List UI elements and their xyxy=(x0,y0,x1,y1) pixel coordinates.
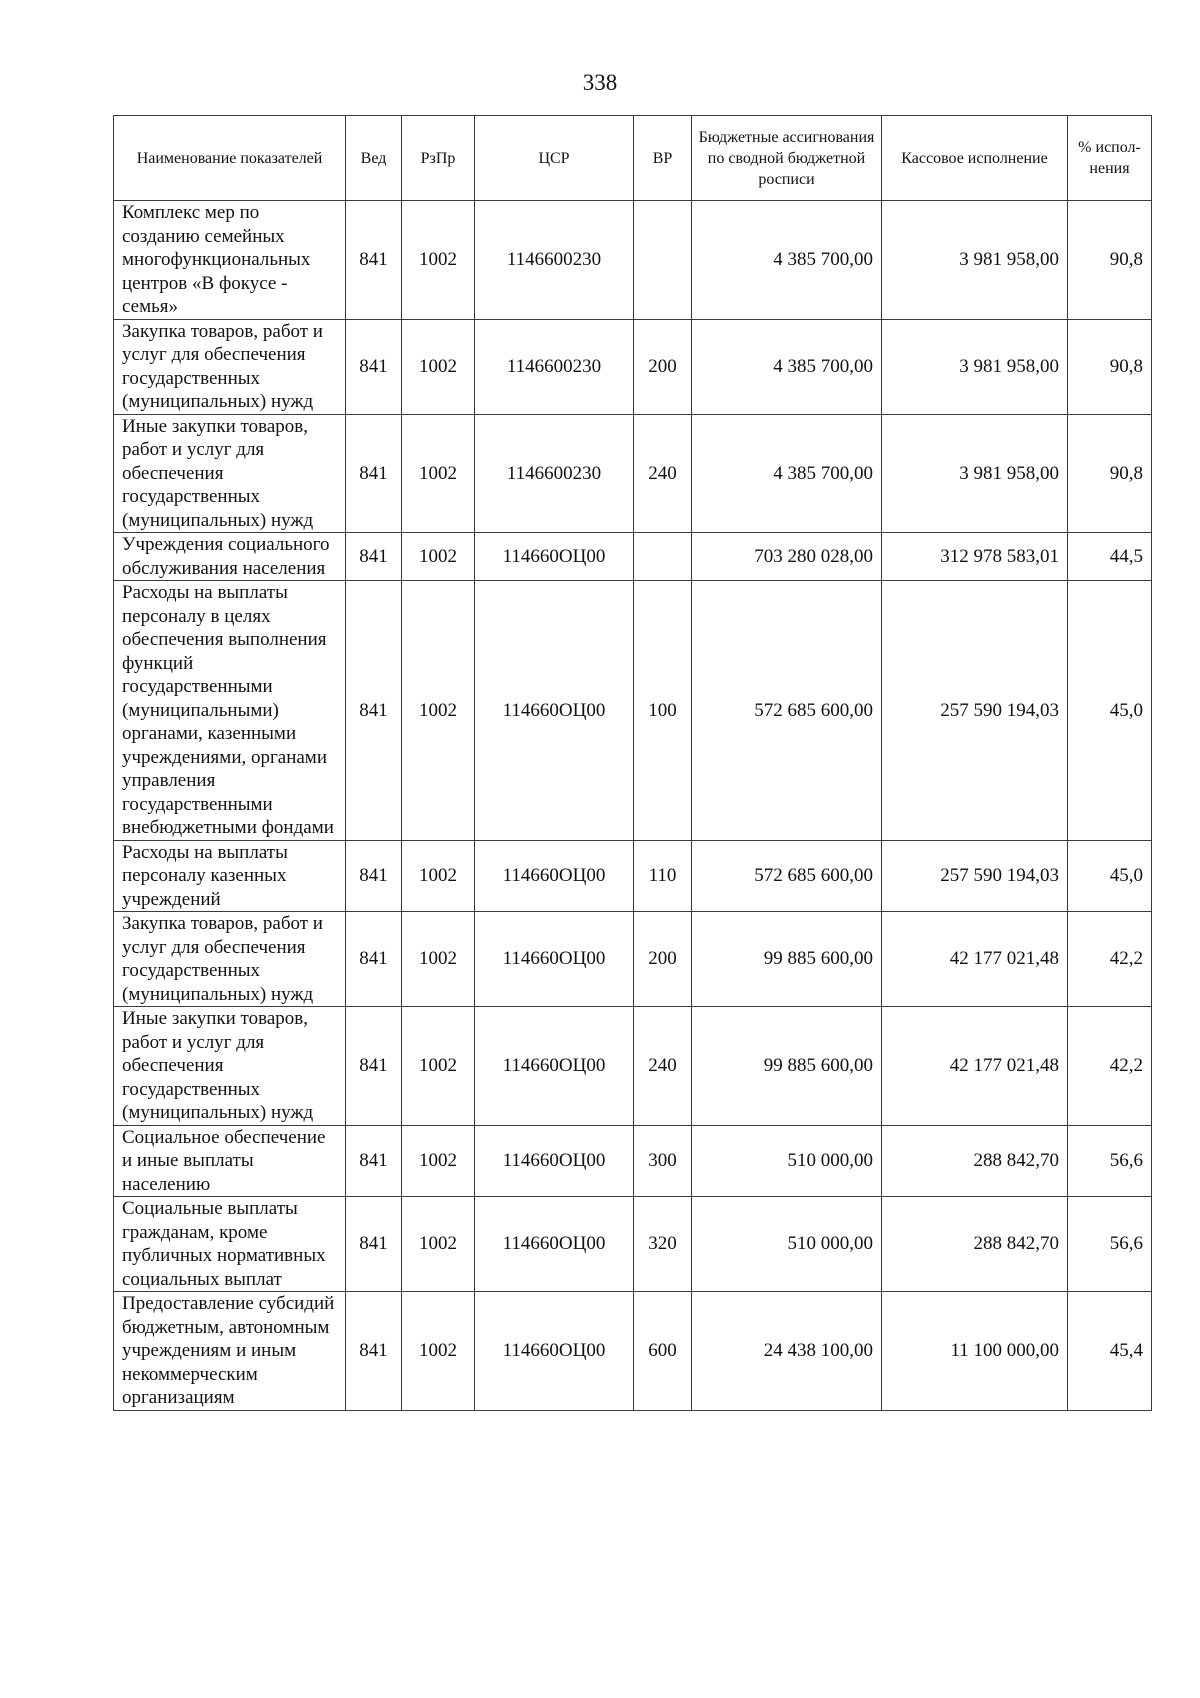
table-row xyxy=(114,319,1152,414)
table-header-row xyxy=(114,116,1152,201)
row-ved: 841 xyxy=(346,1007,402,1126)
row-ved: 841 xyxy=(346,1197,402,1292)
row-percent: 56,6 xyxy=(1068,1197,1152,1292)
row-csr: 114660ОЦ00 xyxy=(475,533,634,581)
row-rzpr: 1002 xyxy=(402,1197,475,1292)
row-budget: 24 438 100,00 xyxy=(692,1292,882,1411)
row-name: Расходы на выплаты персоналу казенных учреждений xyxy=(114,840,346,912)
header-percent: % испол-нения xyxy=(1068,116,1152,201)
row-csr: 1146600230 xyxy=(475,319,634,414)
row-budget: 4 385 700,00 xyxy=(692,319,882,414)
table-row xyxy=(114,533,1152,581)
row-vr: 240 xyxy=(634,414,692,533)
row-name: Иные закупки товаров, работ и услуг для обеспечения государственных (муниципальных) нужд xyxy=(114,414,346,533)
row-cash: 42 177 021,48 xyxy=(882,912,1068,1007)
row-budget: 510 000,00 xyxy=(692,1125,882,1197)
row-csr: 114660ОЦ00 xyxy=(475,581,634,841)
row-rzpr: 1002 xyxy=(402,912,475,1007)
row-ved: 841 xyxy=(346,201,402,320)
row-cash: 11 100 000,00 xyxy=(882,1292,1068,1411)
row-percent: 90,8 xyxy=(1068,414,1152,533)
row-vr: 600 xyxy=(634,1292,692,1411)
row-name: Учреждения социального обслуживания населения xyxy=(114,533,346,581)
header-name: Наименование показателей xyxy=(114,116,346,201)
row-percent: 42,2 xyxy=(1068,912,1152,1007)
row-csr: 1146600230 xyxy=(475,414,634,533)
row-ved: 841 xyxy=(346,581,402,841)
row-rzpr: 1002 xyxy=(402,533,475,581)
row-cash: 312 978 583,01 xyxy=(882,533,1068,581)
row-ved: 841 xyxy=(346,414,402,533)
table-row xyxy=(114,840,1152,912)
budget-execution-table xyxy=(113,115,1152,1411)
row-ved: 841 xyxy=(346,533,402,581)
row-csr: 114660ОЦ00 xyxy=(475,1125,634,1197)
row-name: Расходы на выплаты персоналу в целях обеспечения выполнения функций государственными (муниципальными) органами, казенными учреждениями, органами управления государственными внебюджетными фондами xyxy=(114,581,346,841)
row-rzpr: 1002 xyxy=(402,581,475,841)
header-rzpr: РзПр xyxy=(402,116,475,201)
row-budget: 510 000,00 xyxy=(692,1197,882,1292)
row-vr: 110 xyxy=(634,840,692,912)
row-ved: 841 xyxy=(346,912,402,1007)
row-vr: 240 xyxy=(634,1007,692,1126)
row-name: Закупка товаров, работ и услуг для обеспечения государственных (муниципальных) нужд xyxy=(114,319,346,414)
row-budget: 4 385 700,00 xyxy=(692,201,882,320)
row-csr: 114660ОЦ00 xyxy=(475,912,634,1007)
row-percent: 42,2 xyxy=(1068,1007,1152,1126)
row-cash: 288 842,70 xyxy=(882,1197,1068,1292)
row-csr: 114660ОЦ00 xyxy=(475,1197,634,1292)
row-csr: 1146600230 xyxy=(475,201,634,320)
row-vr xyxy=(634,533,692,581)
row-budget: 99 885 600,00 xyxy=(692,912,882,1007)
row-budget: 4 385 700,00 xyxy=(692,414,882,533)
row-ved: 841 xyxy=(346,1125,402,1197)
row-vr: 200 xyxy=(634,319,692,414)
row-percent: 90,8 xyxy=(1068,319,1152,414)
table-row xyxy=(114,414,1152,533)
row-name: Предоставление субсидий бюджетным, автономным учреждениям и иным некоммерческим организациям xyxy=(114,1292,346,1411)
row-ved: 841 xyxy=(346,1292,402,1411)
header-ved: Вед xyxy=(346,116,402,201)
row-percent: 90,8 xyxy=(1068,201,1152,320)
row-name: Комплекс мер по созданию семейных многофункциональных центров «В фокусе - семья» xyxy=(114,201,346,320)
row-rzpr: 1002 xyxy=(402,201,475,320)
row-rzpr: 1002 xyxy=(402,1292,475,1411)
table-row xyxy=(114,1125,1152,1197)
header-budget: Бюджетные ассигнования по сводной бюджетной росписи xyxy=(692,116,882,201)
row-percent: 44,5 xyxy=(1068,533,1152,581)
row-budget: 572 685 600,00 xyxy=(692,840,882,912)
row-budget: 572 685 600,00 xyxy=(692,581,882,841)
row-vr xyxy=(634,201,692,320)
row-rzpr: 1002 xyxy=(402,1007,475,1126)
header-cash: Кассовое исполнение xyxy=(882,116,1068,201)
table-row xyxy=(114,912,1152,1007)
row-vr: 320 xyxy=(634,1197,692,1292)
row-vr: 300 xyxy=(634,1125,692,1197)
row-percent: 45,0 xyxy=(1068,840,1152,912)
row-cash: 42 177 021,48 xyxy=(882,1007,1068,1126)
row-rzpr: 1002 xyxy=(402,1125,475,1197)
row-cash: 257 590 194,03 xyxy=(882,840,1068,912)
row-percent: 56,6 xyxy=(1068,1125,1152,1197)
row-ved: 841 xyxy=(346,319,402,414)
row-rzpr: 1002 xyxy=(402,414,475,533)
table-row xyxy=(114,1292,1152,1411)
row-vr: 200 xyxy=(634,912,692,1007)
header-csr: ЦСР xyxy=(475,116,634,201)
row-cash: 257 590 194,03 xyxy=(882,581,1068,841)
row-budget: 703 280 028,00 xyxy=(692,533,882,581)
row-rzpr: 1002 xyxy=(402,840,475,912)
row-name: Социальное обеспечение и иные выплаты населению xyxy=(114,1125,346,1197)
table-row xyxy=(114,201,1152,320)
row-csr: 114660ОЦ00 xyxy=(475,1292,634,1411)
header-vr: ВР xyxy=(634,116,692,201)
row-csr: 114660ОЦ00 xyxy=(475,840,634,912)
page-number: 338 xyxy=(582,70,618,95)
row-budget: 99 885 600,00 xyxy=(692,1007,882,1126)
table-row xyxy=(114,1007,1152,1126)
row-name: Иные закупки товаров, работ и услуг для обеспечения государственных (муниципальных) нужд xyxy=(114,1007,346,1126)
row-cash: 3 981 958,00 xyxy=(882,414,1068,533)
row-percent: 45,4 xyxy=(1068,1292,1152,1411)
row-csr: 114660ОЦ00 xyxy=(475,1007,634,1126)
row-name: Закупка товаров, работ и услуг для обеспечения государственных (муниципальных) нужд xyxy=(114,912,346,1007)
row-percent: 45,0 xyxy=(1068,581,1152,841)
row-name: Социальные выплаты гражданам, кроме публичных нормативных социальных выплат xyxy=(114,1197,346,1292)
row-ved: 841 xyxy=(346,840,402,912)
row-cash: 3 981 958,00 xyxy=(882,319,1068,414)
table-row xyxy=(114,1197,1152,1292)
row-cash: 288 842,70 xyxy=(882,1125,1068,1197)
row-vr: 100 xyxy=(634,581,692,841)
table-row xyxy=(114,581,1152,841)
row-cash: 3 981 958,00 xyxy=(882,201,1068,320)
row-rzpr: 1002 xyxy=(402,319,475,414)
